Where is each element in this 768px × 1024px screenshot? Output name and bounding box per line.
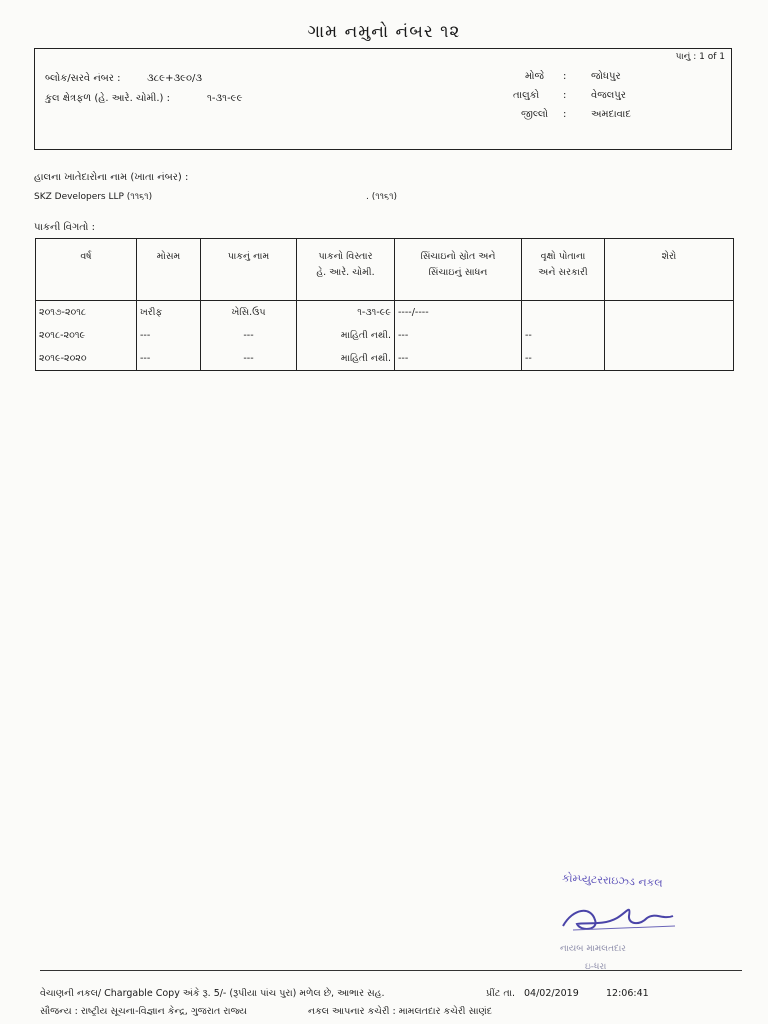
column-header-crop-area: પાકનો વિસ્તાર હે. આરે. ચોમી.: [297, 239, 395, 301]
village-label: મોજે: [525, 71, 545, 82]
signature-icon: [555, 896, 705, 940]
cell-trees: --: [522, 324, 605, 347]
table-row: [36, 347, 734, 371]
column-header-remarks: શેરો: [605, 239, 734, 301]
column-header-season: મોસમ: [137, 239, 201, 301]
taluka-label: તાલુકો: [513, 90, 540, 101]
column-header-trees: વૃક્ષો પોતાના અને સરકારી: [522, 239, 605, 301]
colon: :: [563, 90, 567, 101]
footer-divider: [40, 970, 742, 971]
cell-area: માહિતી નથી.: [297, 347, 395, 371]
table-row: [36, 301, 734, 325]
holder-account-number: . (૧૧૬૧): [366, 192, 398, 202]
cell-crop: ખેસિ.ઉપ: [201, 301, 297, 325]
table-row: [36, 324, 734, 347]
cell-remarks: [605, 347, 734, 371]
total-area-value: ૧-૩૧-૯૯: [207, 93, 243, 104]
colon: :: [563, 109, 567, 120]
district-value: અમદાવાદ: [591, 109, 631, 120]
issuing-office: નકલ આપનાર કચેરી : મામલતદાર કચેરી સાણંદ: [308, 1006, 493, 1017]
crop-table: [35, 238, 734, 371]
cell-irrigation: ----/----: [395, 301, 522, 325]
block-survey-label: બ્લોક/સરવે નંબર :: [45, 73, 121, 84]
cell-remarks: [605, 324, 734, 347]
courtesy-note: સૌજન્ય : રાષ્ટ્રીય સૂચના-વિજ્ઞાન કેન્દ્ર, ગુજરાત રાજ્ય: [40, 1006, 247, 1017]
cell-season: ---: [137, 324, 201, 347]
cell-year: ૨૦૧૮-૨૦૧૯: [36, 324, 137, 347]
cell-area: ૧-૩૧-૯૯: [297, 301, 395, 325]
taluka-value: વેજલપુર: [591, 90, 626, 101]
district-label: જીલ્લો: [521, 109, 549, 120]
officer-stamp-text-2: ઇ-ધરા: [585, 962, 607, 972]
cell-year: ૨૦૧૭-૨૦૧૮: [36, 301, 137, 325]
column-header-crop-name: પાકનું નામ: [201, 239, 297, 301]
cell-crop: ---: [201, 324, 297, 347]
page-title: ગામ નમુનો નંબર ૧૨: [307, 22, 461, 42]
chargeable-copy-note: વેચાણની નકલ/ Chargable Copy અંકે રૂ. 5/- (રૂપીયા પાંચ પુરા) મળેલ છે, આભાર સહ.: [40, 988, 385, 999]
print-date: 04/02/2019: [524, 988, 579, 999]
holder-name: SKZ Developers LLP (૧૧૬૧): [34, 192, 153, 202]
cell-irrigation: ---: [395, 347, 522, 371]
print-time: 12:06:41: [606, 988, 649, 999]
block-survey-value: ૩૮૯+૩૯૦/૩: [147, 73, 203, 84]
column-header-irrigation: સિંચાઇનો સ્રોત અને સિંચાઇનું સાધન: [395, 239, 522, 301]
colon: :: [563, 71, 567, 82]
computerized-copy-stamp: કોમ્પ્યુટરરાઇઝ્ડ નકલ: [561, 871, 664, 890]
column-header-year: વર્ષ: [36, 239, 137, 301]
holders-heading: હાલના ખાતેદારોના નામ (ખાતા નંબર) :: [34, 172, 189, 183]
cell-remarks: [605, 301, 734, 325]
cell-season: ખરીફ: [137, 301, 201, 325]
officer-stamp-text: નાયબ મામલતદાર: [560, 944, 626, 954]
cell-area: માહિતી નથી.: [297, 324, 395, 347]
header-box: [34, 48, 732, 150]
cell-season: ---: [137, 347, 201, 371]
crop-details-heading: પાકની વિગતો :: [34, 222, 95, 233]
cell-year: ૨૦૧૯-૨૦૨૦: [36, 347, 137, 371]
page-number: પાનું : 1 of 1: [675, 52, 725, 62]
cell-trees: --: [522, 347, 605, 371]
table-header-row: [36, 239, 734, 301]
total-area-label: કુલ ક્ષેત્રફળ (હે. આરે. ચોમી.) :: [45, 93, 170, 104]
print-date-label: પ્રીંટ તા.: [486, 988, 516, 999]
cell-trees: [522, 301, 605, 325]
village-value: જોધપુર: [591, 71, 621, 82]
cell-irrigation: ---: [395, 324, 522, 347]
cell-crop: ---: [201, 347, 297, 371]
